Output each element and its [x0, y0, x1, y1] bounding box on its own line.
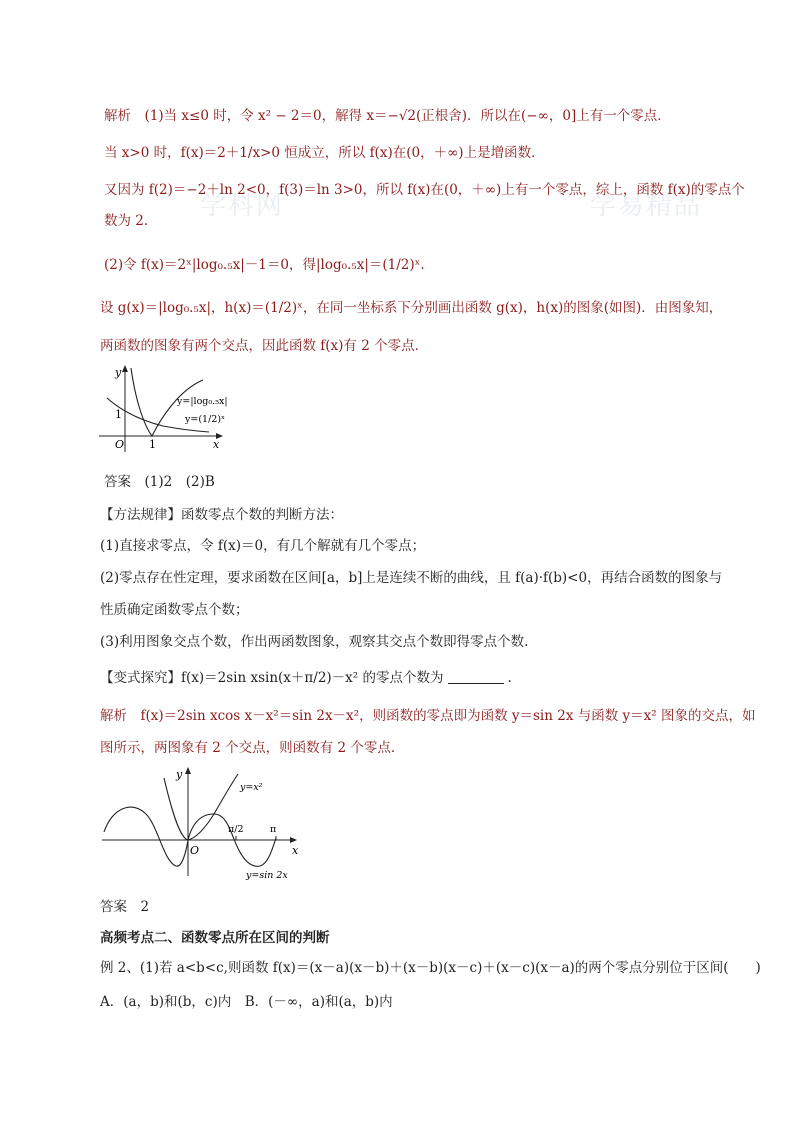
graph2-parabola	[164, 774, 238, 840]
solution1-line6: 设 g(x)＝|log₀.₅x|，h(x)＝(1/2)ˣ，在同一坐标系下分别画出函数 g(x)，h(x)的图象(如图)．由图象知，	[100, 300, 723, 316]
answer-blank	[448, 669, 504, 684]
answer1: 答案 (1)2 (2)B	[104, 474, 215, 490]
solution1-line3: 又因为 f(2)＝−2＋ln 2<0，f(3)＝ln 3>0，所以 f(x)在(0，＋∞)上有一个零点，综上，函数 f(x)的零点个	[104, 182, 745, 198]
graph1-origin: O	[115, 438, 125, 451]
graph1-tick-x: 1	[149, 438, 156, 451]
variant-end: .	[507, 670, 512, 686]
solution1-line2: 当 x>0 时，f(x)＝2＋1/x>0 恒成立，所以 f(x)在(0，＋∞)上是增函数．	[104, 145, 545, 161]
method-p2: (2)零点存在性定理，要求函数在区间[a，b]上是连续不断的曲线，且 f(a)·f(b)<0，再结合函数的图象与	[100, 570, 723, 586]
watermark-right: 学易精品	[590, 191, 703, 221]
graph2-sine-label: y=sin 2x	[246, 870, 288, 881]
solution2-line1: 解析 f(x)＝2sin xcos x－x²＝sin 2x－x²，则函数的零点即为函数 y＝sin 2x 与函数 y＝x² 图象的交点，如	[100, 708, 756, 724]
section-title: 高频考点二、函数零点所在区间的判断	[100, 930, 330, 946]
graph1-x-label: x	[213, 438, 220, 451]
method-p3: 性质确定函数零点个数；	[100, 602, 249, 618]
graph1-y-arrow	[122, 365, 128, 372]
graph2-parabola-label: y=x²	[240, 782, 263, 793]
solution2-line2: 图所示，两图象有 2 个交点，则函数有 2 个零点．	[100, 740, 405, 756]
graph2-pi-half-label: π/2	[228, 824, 244, 835]
graph2-y-arrow	[185, 767, 191, 774]
solution1-line1: 解析 (1)当 x≤0 时，令 x² − 2＝0，解得 x＝−√2(正根舍)．所以在(−∞，0]上有一个零点．	[104, 108, 671, 124]
answer2: 答案 2	[100, 899, 150, 915]
graph1-log-label: y=|log₀.₅x|	[177, 396, 228, 407]
graph2-origin: O	[190, 844, 200, 857]
method-p1: (1)直接求零点，令 f(x)＝0，有几个解就有几个零点；	[100, 538, 426, 554]
graph2-x-arrow	[290, 837, 297, 843]
solution1-line5: (2)令 f(x)＝2ˣ|log₀.₅x|－1＝0，得|log₀.₅x|＝(1/2)ˣ.	[104, 257, 425, 273]
method-title: 【方法规律】函数零点个数的判断方法：	[100, 507, 343, 523]
graph1-y-label: y	[115, 366, 122, 379]
solution1-line7: 两函数的图象有两个交点，因此函数 f(x)有 2 个零点．	[100, 338, 429, 354]
example2-options: A．(a，b)和(b，c)内 B．(－∞，a)和(a，b)内	[100, 994, 393, 1010]
example2-question: 例 2、(1)若 a<b<c,则函数 f(x)＝(x－a)(x－b)＋(x－b)(x－c)＋(x－c)(x－a)的两个零点分别位于区间( )	[100, 960, 761, 976]
graph-sine-parabola	[96, 762, 312, 884]
graph2-pi-label: π	[270, 824, 277, 835]
solution1-line4: 数为 2.	[104, 213, 149, 229]
graph1-tick-y: 1	[115, 408, 122, 421]
graph2-y-label: y	[176, 768, 183, 781]
graph1-exp-label: y=(1/2)ˣ	[185, 414, 226, 425]
variant-question	[100, 668, 512, 688]
graph-log-exp	[95, 362, 235, 454]
watermark-left: 学科网	[200, 191, 285, 221]
graph2-x-label: x	[292, 844, 299, 857]
method-p4: (3)利用图象交点个数，作出两函数图象，观察其交点个数即得零点个数.	[100, 634, 529, 650]
graph2-sine-curve	[104, 807, 276, 866]
variant-text: 【变式探究】f(x)＝2sin xsin(x＋π/2)－x² 的零点个数为	[100, 670, 444, 686]
